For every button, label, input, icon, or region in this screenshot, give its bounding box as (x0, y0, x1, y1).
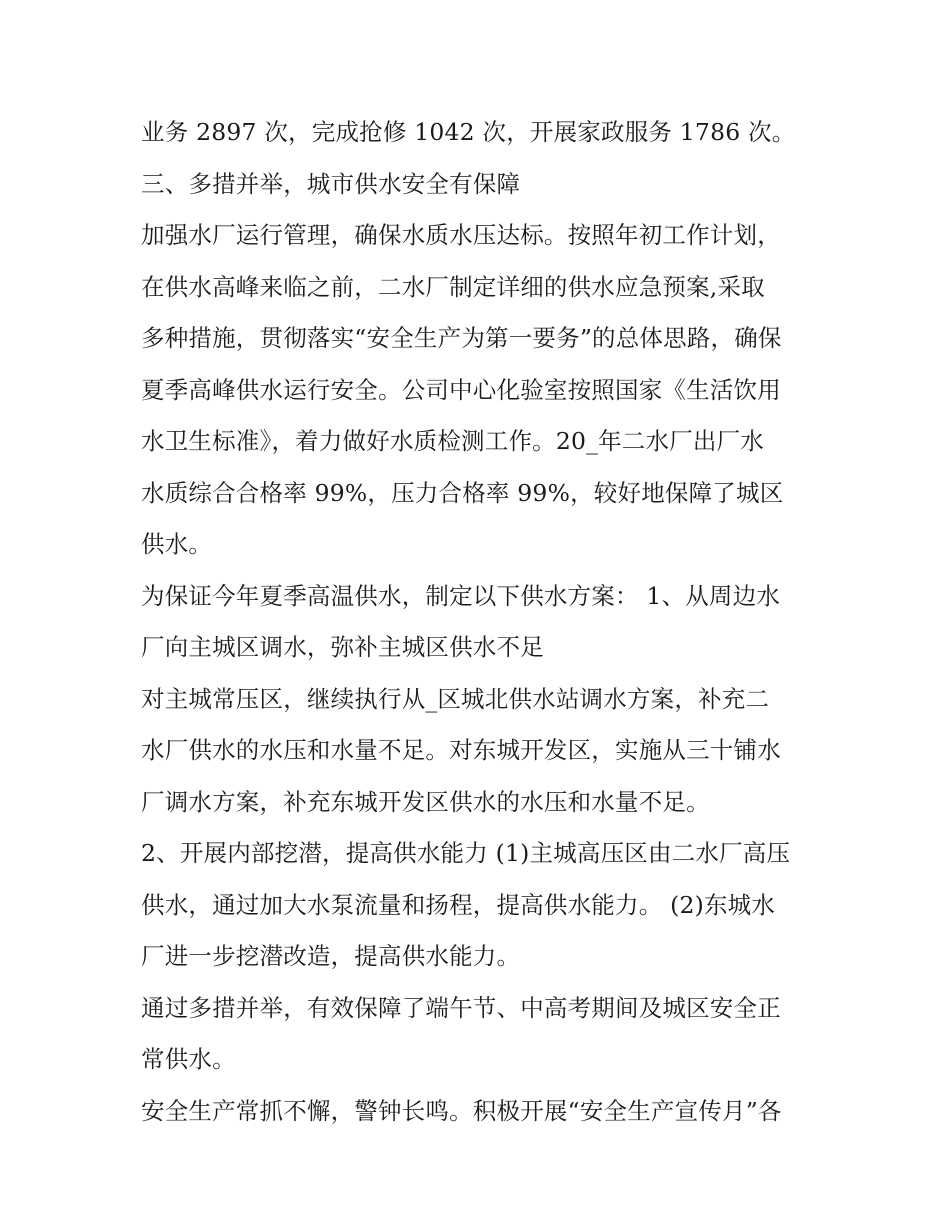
text-line: 安全生产常抓不懈，警钟长鸣。积极开展“安全生产宣传月”各 (141, 1096, 782, 1125)
section-heading: 三、多措并举，城市供水安全有保障 (141, 169, 521, 198)
text-line: 多种措施，贯彻落实“安全生产为第一要务”的总体思路，确保 (141, 324, 782, 352)
text-line: 2、开展内部挖潜，提高供水能力 (1)主城高压区由二水厂高压 (141, 839, 791, 867)
document-body (141, 107, 821, 1137)
text-line: 供水，通过加大水泵流量和扬程，提高供水能力。 (2)东城水 (141, 890, 776, 919)
text-line: 水厂供水的水压和水量不足。对东城开发区，实施从三十铺水 (141, 736, 781, 764)
text-line: 业务 2897 次，完成抢修 1042 次，开展家政服务 1786 次。 (141, 118, 796, 146)
text-line: 厂进一步挖潜改造，提高供水能力。 (141, 942, 521, 970)
text-line: 加强水厂运行管理，确保水质水压达标。按照年初工作计划， (141, 221, 781, 249)
text-line: 夏季高峰供水运行安全。公司中心化验室按照国家《生活饮用 (141, 375, 781, 404)
text-line: 常供水。 (141, 1045, 236, 1073)
text-line: 在供水高峰来临之前，二水厂制定详细的供水应急预案,采取 (141, 272, 765, 301)
text-line: 通过多措并举，有效保障了端午节、中高考期间及城区安全正 (141, 993, 781, 1022)
text-line: 供水。 (141, 530, 213, 558)
text-line: 厂向主城区调水，弥补主城区供水不足 (141, 633, 544, 661)
text-line: 厂调水方案，补充东城开发区供水的水压和水量不足。 (141, 787, 710, 816)
text-line: 对主城常压区，继续执行从_区城北供水站调水方案，补充二 (141, 684, 770, 713)
text-line: 水卫生标准》，着力做好水质检测工作。20_年二水厂出厂水 (141, 427, 765, 455)
text-line: 水质综合合格率 99%，压力合格率 99%，较好地保障了城区 (141, 478, 784, 507)
text-line: 为保证今年夏季高温供水，制定以下供水方案： 1、从周边水 (141, 581, 781, 610)
